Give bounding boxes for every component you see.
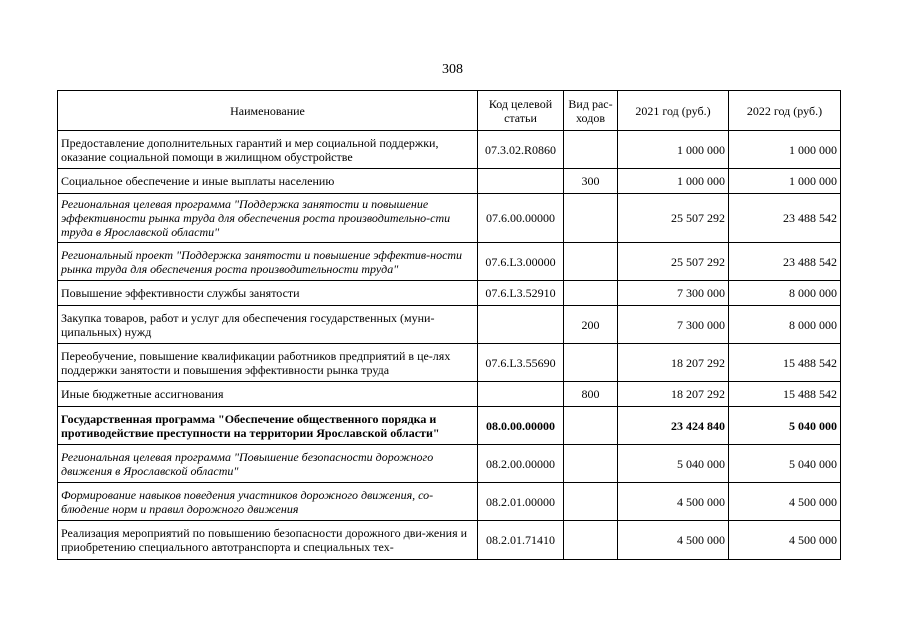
row-amount-2022: 1 000 000 [729, 131, 841, 169]
row-code: 07.6.L3.00000 [478, 243, 564, 281]
table-row [58, 169, 841, 194]
row-name: Формирование навыков поведения участников дорожного движения, со-блюдение норм и правил дорожного движения [58, 483, 478, 521]
row-amount-2022: 4 500 000 [729, 483, 841, 521]
table-row [58, 243, 841, 281]
table-row [58, 407, 841, 445]
row-code: 07.6.L3.55690 [478, 344, 564, 382]
row-type: 200 [564, 306, 618, 344]
header-year-2021: 2021 год (руб.) [618, 91, 729, 131]
row-name: Региональный проект "Поддержка занятости и повышение эффектив-ности рынка труда для обеспечения роста производительности труда" [58, 243, 478, 281]
table-row [58, 521, 841, 560]
row-type [564, 521, 618, 560]
table-row [58, 344, 841, 382]
row-amount-2021: 1 000 000 [618, 131, 729, 169]
row-amount-2021: 4 500 000 [618, 521, 729, 560]
row-amount-2022: 5 040 000 [729, 445, 841, 483]
row-amount-2021: 25 507 292 [618, 194, 729, 243]
row-amount-2021: 25 507 292 [618, 243, 729, 281]
row-name: Переобучение, повышение квалификации работников предприятий в це-лях поддержки занятости и повышения эффективности рынка труда [58, 344, 478, 382]
row-name: Повышение эффективности службы занятости [58, 281, 478, 306]
table-row [58, 281, 841, 306]
row-type [564, 445, 618, 483]
row-code [478, 306, 564, 344]
row-amount-2021: 23 424 840 [618, 407, 729, 445]
row-amount-2022: 8 000 000 [729, 281, 841, 306]
row-name: Социальное обеспечение и иные выплаты населению [58, 169, 478, 194]
row-amount-2022: 5 040 000 [729, 407, 841, 445]
table-row [58, 306, 841, 344]
row-type [564, 281, 618, 306]
row-code: 07.6.L3.52910 [478, 281, 564, 306]
row-amount-2022: 4 500 000 [729, 521, 841, 560]
row-type [564, 131, 618, 169]
row-code: 08.0.00.00000 [478, 407, 564, 445]
row-type: 800 [564, 382, 618, 407]
table-row [58, 131, 841, 169]
row-amount-2022: 23 488 542 [729, 194, 841, 243]
row-amount-2021: 5 040 000 [618, 445, 729, 483]
row-name: Реализация мероприятий по повышению безопасности дорожного дви-жения и приобретению специального автотранспорта и специальных тех- [58, 521, 478, 560]
row-name: Предоставление дополнительных гарантий и мер социальной поддержки, оказание социальной помощи в жилищном обустройстве [58, 131, 478, 169]
row-code: 07.6.00.00000 [478, 194, 564, 243]
row-type [564, 483, 618, 521]
row-amount-2021: 18 207 292 [618, 382, 729, 407]
page-number: 308 [442, 62, 463, 77]
table-row [58, 194, 841, 243]
row-name: Иные бюджетные ассигнования [58, 382, 478, 407]
row-code [478, 382, 564, 407]
table-row [58, 483, 841, 521]
row-type [564, 344, 618, 382]
header-code: Код целевой статьи [478, 91, 564, 131]
row-type [564, 194, 618, 243]
row-type [564, 407, 618, 445]
row-amount-2021: 4 500 000 [618, 483, 729, 521]
table-header-row [58, 91, 841, 131]
table-row [58, 445, 841, 483]
row-name: Региональная целевая программа "Поддержка занятости и повышение эффективности рынка труда для обеспечения роста производительно-сти труда в Ярославской области" [58, 194, 478, 243]
row-amount-2022: 23 488 542 [729, 243, 841, 281]
header-name: Наименование [58, 91, 478, 131]
row-name: Закупка товаров, работ и услуг для обеспечения государственных (муни-ципальных) нужд [58, 306, 478, 344]
row-amount-2021: 18 207 292 [618, 344, 729, 382]
row-name: Государственная программа "Обеспечение общественного порядка и противодействие преступности на территории Ярославской области" [58, 407, 478, 445]
table-row [58, 382, 841, 407]
row-amount-2021: 7 300 000 [618, 281, 729, 306]
header-type: Вид рас-ходов [564, 91, 618, 131]
row-code: 08.2.01.00000 [478, 483, 564, 521]
row-code: 08.2.00.00000 [478, 445, 564, 483]
row-type [564, 243, 618, 281]
header-year-2022: 2022 год (руб.) [729, 91, 841, 131]
row-code [478, 169, 564, 194]
budget-table [57, 90, 841, 560]
row-amount-2022: 15 488 542 [729, 344, 841, 382]
row-code: 08.2.01.71410 [478, 521, 564, 560]
row-amount-2021: 7 300 000 [618, 306, 729, 344]
row-amount-2022: 15 488 542 [729, 382, 841, 407]
row-amount-2022: 8 000 000 [729, 306, 841, 344]
row-name: Региональная целевая программа "Повышение безопасности дорожного движения в Ярославской области" [58, 445, 478, 483]
row-amount-2022: 1 000 000 [729, 169, 841, 194]
row-code: 07.3.02.R0860 [478, 131, 564, 169]
row-type: 300 [564, 169, 618, 194]
row-amount-2021: 1 000 000 [618, 169, 729, 194]
